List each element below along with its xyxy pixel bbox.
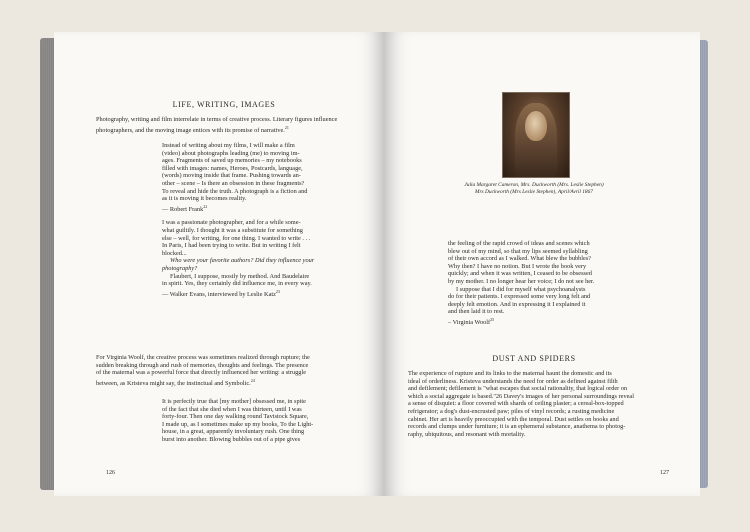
- paragraph-line: For Virginia Woolf, the creative process was sometimes realized through rupture; the: [96, 354, 310, 361]
- intro-paragraph: [96, 116, 366, 134]
- woolf-quote: [162, 398, 368, 444]
- caption-line: Julia Margaret Cameron, Mrs. Duckworth (Mrs. Leslie Stephen): [464, 182, 604, 188]
- attribution-text: – Virginia Woolf: [448, 319, 491, 327]
- quote-line: ages. Fragments of saved up memories – my notebooks: [162, 157, 302, 165]
- page-edges-right: [700, 40, 708, 488]
- section-heading: DUST AND SPIDERS: [492, 354, 576, 363]
- section-heading: LIFE, WRITING, IMAGES: [172, 100, 276, 109]
- left-page: [54, 32, 384, 496]
- quote-line: To reveal and hide the truth. A photograph is a fiction and: [162, 187, 308, 195]
- open-book: [40, 32, 708, 496]
- photo-caption: [424, 182, 644, 195]
- portrait-photograph: [502, 92, 570, 178]
- paragraph-line: which a social aggregate is based."26 Davey's images of her personal surroundings reveal: [408, 392, 634, 400]
- footnote-ref: 25: [490, 316, 495, 322]
- quote-attribution: [162, 203, 368, 214]
- interview-answer: Flaubert, I suppose, mostly by method. And Baudelaire: [170, 272, 310, 280]
- paragraph-line: refrigerator; a dog's dust-encrusted paw; piles of vinyl records; a rusting medicine: [408, 407, 615, 415]
- page-number: 126: [106, 470, 115, 476]
- intro-text: Photography, writing and film interrelate in terms of creative process. Literary figures influence photographers, and the moving image entices with its promise of narrative.: [96, 116, 338, 134]
- paragraph-line: records and clumps under furniture; it is an ephemeral substance, anathema to photog-: [408, 423, 626, 431]
- quote-attribution: [448, 316, 658, 327]
- footnote-ref: 24: [250, 377, 255, 383]
- footnote-ref: 21: [284, 124, 289, 130]
- interview-question: photography?: [162, 265, 198, 272]
- paragraph-line: of the maternal was a powerful force that directly influenced her writing: a struggle: [96, 369, 306, 377]
- paragraph-line: and defilement; defilement is "what escapes that social rationality, that logical order on: [408, 385, 628, 393]
- quote-line: (video) about photographs leading (me) to moving im-: [162, 149, 300, 157]
- quote-line: filled with images: names, Heroes, Postcards, language,: [162, 164, 303, 172]
- quote-line: by my mother. I no longer hear her voice; I do not see her.: [448, 277, 595, 285]
- paragraph-line: raphy, ubiquitous, and resonant with mortality.: [408, 430, 526, 438]
- interview-question: Who were your favorite authors? Did they influence your: [170, 257, 315, 265]
- quote-attribution: [162, 288, 368, 299]
- robert-frank-quote: [162, 142, 368, 298]
- attribution-text: — Robert Frank: [162, 205, 204, 213]
- quote-line: of their own accord as I walked. What blew the bubbles?: [448, 255, 592, 263]
- quote-line: It is perfectly true that [my mother] obsessed me, in spite: [162, 398, 306, 405]
- quote-line: and then laid it to rest.: [448, 308, 505, 316]
- quote-line: else – well, for writing, for one thing. I wanted to write . . .: [162, 234, 311, 242]
- footnote-ref: 22: [203, 203, 208, 209]
- quote-line: I was a passionate photographer, and for a while some-: [162, 219, 301, 227]
- paragraph-line: ideal of orderliness. Kristeva understands the need for order as defined against filth: [408, 377, 618, 385]
- quote-line: forty-four. Then one day walking round Tavistock Square,: [162, 413, 309, 421]
- paragraph-line: [96, 377, 372, 388]
- quote-line: I suppose that I did for myself what psychoanalysts: [456, 285, 586, 293]
- quote-line: as it is moving it becomes reality.: [162, 195, 247, 203]
- quote-line: deeply felt emotion. And in expressing it I explained it: [448, 300, 586, 308]
- quote-line: I made up, as I sometimes make up my books, To the Light-: [162, 420, 314, 428]
- dust-paragraph: [408, 370, 694, 438]
- quote-line: quickly; and when it was written, I ceased to be obsessed: [448, 270, 592, 278]
- quote-line: blocked...: [162, 249, 187, 257]
- woolf-quote-continued: [448, 240, 658, 327]
- page-number: 127: [660, 470, 669, 476]
- attribution-text: — Walker Evans, interviewed by Leslie Katz: [162, 290, 276, 298]
- paragraph-line: sudden breaking through and rush of memories, thoughts and feelings. The presence: [96, 361, 309, 369]
- face: [525, 111, 547, 141]
- caption-line: Mrs Duckworth (Mrs Leslie Stephen), April/Avril 1867: [474, 188, 594, 195]
- quote-line: what guiltily. I thought it was a substitute for something: [162, 227, 303, 235]
- paragraph-line: The experience of rupture and its links to the maternal haunt the domestic and its: [408, 370, 612, 377]
- paragraph-text: between, as Kristeva might say, the instinctual and Symbolic.: [96, 379, 251, 387]
- quote-line: burst into another. Blowing bubbles out of a pipe gives: [162, 435, 301, 443]
- footnote-ref: 23: [275, 288, 280, 294]
- quote-line: Instead of writing about my films, I will make a film: [162, 142, 295, 149]
- quote-line: blew out of my mind, so that my lips seemed syllabling: [448, 247, 588, 255]
- right-page: [384, 32, 700, 496]
- woolf-paragraph: [96, 354, 372, 387]
- interview-answer: in spirit. Yes, they certainly did influence me, in every way.: [162, 280, 312, 288]
- paragraph-line: cabinet. Her art is heavily preoccupied with the temporal. Dust settles on books and: [408, 415, 619, 423]
- paragraph-line: a sense of disquiet: a floor covered with shards of ceiling plaster; a cereal-box-topped: [408, 400, 624, 408]
- quote-line: In Paris, I had been trying to write. But in writing I felt: [162, 242, 301, 250]
- quote-line: the feeling of the rapid crowd of ideas and scenes which: [448, 240, 590, 247]
- quote-line: house, in a great, apparently involuntary rush. One thing: [162, 428, 305, 436]
- quote-line: other – scene – Is there an obsession in these fragments?: [162, 179, 305, 187]
- quote-line: Why then? I have no notion. But I wrote the book very: [448, 262, 587, 270]
- quote-line: (words) moving inside that frame. Pushing towards an-: [162, 172, 301, 180]
- quote-line: do for their patients. I expressed some very long felt and: [448, 293, 591, 301]
- quote-line: of the fact that she died when I was thirteen, until I was: [162, 405, 302, 413]
